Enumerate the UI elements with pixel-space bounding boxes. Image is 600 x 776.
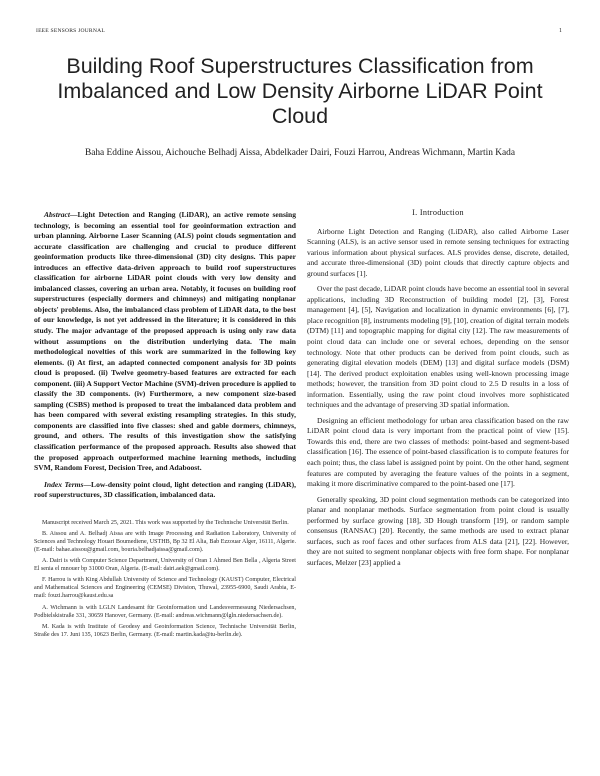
page-number: 1 <box>559 28 562 34</box>
footnote: F. Harrou is with King Abdullah University of Science and Technology (KAUST) Computer, Electrical and Mathematical Sciences and Engineering (CEMSE) Division, Thuwal, 23955-6900, Saudi Arabia, E-mail: fouzi.harrou@kaust.edu.sa <box>34 577 296 600</box>
footnote: A. Wichmann is with LGLN Landesamt für Geoinformation und Landesvermessung Niedersachsen, Podbielskistraße 331, 30659 Hanover, Germany. (E-mail: andreas.wichmann@lgln.niedersachsen.de). <box>34 604 296 619</box>
right-column <box>307 208 569 574</box>
running-head: IEEE SENSORS JOURNAL <box>36 28 105 34</box>
footnote: B. Aissou and A. Belhadj Aissa are with Image Processing and Radiation Laboratory, University of Sciences and Technology Houari Boumediene, USTHB, Bp 32 El Alia, Bab Ezzouar Alger, 16111, Algerie. (E-mail: bahae.aissou@gmail.com, bouria.belhadjaissa@gmail.com). <box>34 530 296 553</box>
index-terms-text: —Low-density point cloud, light detection and ranging (LiDAR), roof superstructures, 3D classification, imbalanced data. <box>34 479 297 500</box>
body-paragraph: Generally speaking, 3D point cloud segmentation methods can be categorized into planar and nonplanar methods. Surface segmentation from point cloud is usually performed by surface growing [18], 3D Hough transform [19], or random sample consensus (RANSAC) [20]. Recently, the same methods are used to extract planar surfaces, such as roof faces and other surfaces from ALS data [21], [22]. However, they are not suited to segment nonplanar objects with free form shape. For nonplanar surfaces, Melzer [23] applied a <box>307 494 569 567</box>
index-terms-label: Index Terms <box>44 479 84 489</box>
body-paragraph: Over the past decade, LiDAR point clouds have become an essential tool in several applications, including 3D Reconstruction of building model [2], [3], Forest management [4], [5], Navigation and localization in dynamic environments [6], [7], place recognition [8], instruments modeling [9], [10], creation of digital terrain models (DTM) [11] and topographic mapping for digital city [12]. The raw measurements of point cloud data can include one or several echoes, depending on the sensor technology. Note that other products can be derived from point clouds, such as generating digital elevation models (DEM) [13] and digital surface models (DSM) [14]. The derived product exploitation enables using well-known processing image methods; however, the transition from 3D point cloud to 2.5 D results in a loss of information. Essentially, using the raw point cloud involves more sophisticated techniques and the advantage of preserving 3D spatial information. <box>307 284 569 410</box>
body-paragraph: Airborne Light Detection and Ranging (LiDAR), also called Airborne Laser Scanning (ALS), is an active sensor used in remote sensing techniques for extracting various information about physical surfaces. ALS provides dense, discrete, detailed, and accurate three-dimensional (3D) point clouds that directly capture objects and ground surfaces [1]. <box>307 226 569 278</box>
abstract-label: Abstract <box>44 210 70 219</box>
footnote: M. Kada is with Institute of Geodesy and Geoinformation Science, Technische Universität Berlin, Straße des 17. Juni 135, 10623 Berlin, Germany. (E-mail: martin.kada@tu-berlin.de). <box>34 623 296 638</box>
paper-title: Building Roof Superstructures Classification from Imbalanced and Low Density Airborne LiDAR Point Cloud <box>57 54 543 128</box>
left-column <box>34 210 296 642</box>
body-paragraph: Designing an efficient methodology for urban area classification based on the raw LiDAR point cloud data is very important from the practical point of view [15]. Towards this end, there are two classes of methods: point-based and segment-based classification [16]. The essence of point-based classification is to compute features for each point; thus, the class label is assigned point by point. On the other hand, segment features are computed by averaging the feature values of the points in a segment, making it more discriminative compared to the point-based one [17]. <box>307 415 569 489</box>
section-heading: I. Introduction <box>412 208 464 217</box>
author-list: Baha Eddine Aissou, Aichouche Belhadj Aissa, Abdelkader Dairi, Fouzi Harrou, Andreas Wichmann, Martin Kada <box>84 148 516 158</box>
abstract-text: —Light Detection and Ranging (LiDAR), an active remote sensing technology, is becoming an essential tool for geoinformation extraction and urban planning. Airborne Laser Scanning (ALS) point clouds segmentation and accurate classification are challenging and crucial to produce different geoinformation products like three-dimensional (3D) city designs. This paper introduces an effective data-driven approach to build roof superstructures classification for airborne LiDAR point clouds with very low density and imbalanced classes, covering an urban area. Notably, it focuses on building roof superstructures (especially dormers and chimneys) and mitigating nonplanar objects' problems. Also, the imbalanced class problem of LiDAR data, to the best of our knowledge, is not yet addressed in the literature; it is considered in this study. The major advantage of the proposed approach is using only raw data without assumptions on the distribution underlying data. The main methodological novelties of this work are summarized in the following key elements. (i) At first, an adapted connected component analysis for 3D points cloud is proposed. (ii) Twelve geometry-based features are extracted for each component. (iii) A Support Vector Machine (SVM)-driven procedure is applied to classify the 3D components. (iv) Furthermore, a new component size-based sampling (CSBS) method is proposed to treat the imbalanced data problem and has been compared with several existing resampling strategies. In this study, components are classified into five classes: shed and gable dormers, chimneys, ground, and others. The results of this investigation show the satisfying classification performance of the proposed approach. Results also showed that the proposed approach outperformed machine learning methods, including SVM, Random Forest, Decision Tree, and Adaboost. <box>34 210 296 473</box>
footnote: A. Dairi is with Computer Science Department, University of Oran 1 Ahmed Ben Bella , Algeria Street El senia el mnouer bp 31000 Oran, Algeria. (E-mail: dairi.aek@gmail.com). <box>34 558 296 573</box>
footnote: Manuscript received March 25, 2021. This work was supported by the Technische Universität Berlin. <box>42 519 289 526</box>
index-terms <box>34 480 296 501</box>
abstract <box>34 210 296 474</box>
footnotes <box>34 519 296 639</box>
